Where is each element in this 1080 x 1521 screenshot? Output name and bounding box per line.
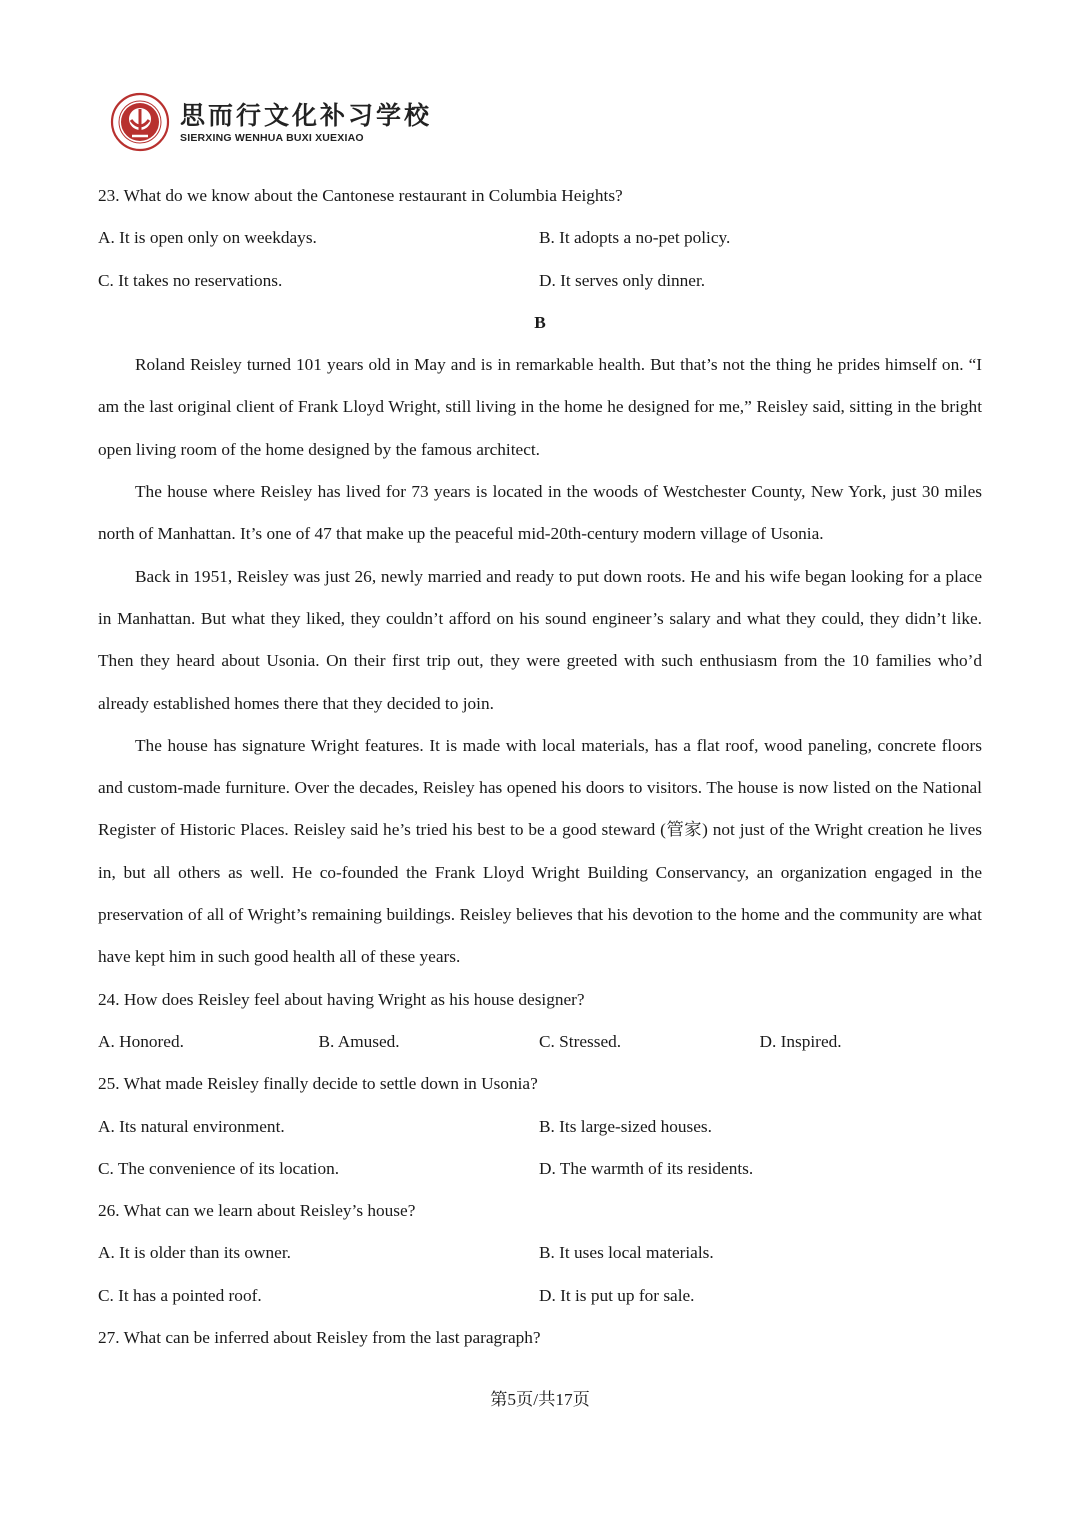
options-26-row-2 — [98, 1275, 982, 1317]
option-23-a: A. It is open only on weekdays. — [98, 228, 317, 248]
option-23-b: B. It adopts a no-pet policy. — [539, 228, 731, 248]
passage-paragraph-3: Back in 1951, Reisley was just 26, newly married and ready to put down roots. He and his wife began looking for a place in Manhattan. But what they liked, they couldn’t afford on his sound engineer’s salary and what they could, they didn’t like. Then they heard about Usonia. On their first trip out, they were greeted with such enthusiasm from the 10 families who’d already established homes there that they decided to join. — [98, 566, 982, 713]
option-25-a: A. Its natural environment. — [98, 1116, 285, 1136]
section-title-b: B — [534, 312, 546, 332]
options-23-row-2 — [98, 260, 982, 302]
question-26: 26. What can we learn about Reisley’s house? — [98, 1201, 416, 1221]
option-23-d: D. It serves only dinner. — [539, 270, 706, 290]
question-27: 27. What can be inferred about Reisley from the last paragraph? — [98, 1328, 541, 1348]
passage-paragraph-4: The house has signature Wright features. It is made with local materials, has a flat roof, wood paneling, concrete floors and custom-made furniture. Over the decades, Reisley has opened his doors to visitors. The house is now listed on the National Register of Historic Places. Reisley said he’s tried his best to be a good steward (管家) not just of the Wright creation he lives in, but all others as well. He co-founded the Frank Lloyd Wright Building Conservancy, an organization engaged in the preservation of all of Wright’s remaining buildings. Reisley believes that his devotion to the home and the community are what have kept him in such good health all of these years. — [98, 735, 982, 967]
question-24: 24. How does Reisley feel about having Wright as his house designer? — [98, 989, 585, 1009]
school-name-en: SIERXING WENHUA BUXI XUEXIAO — [180, 131, 364, 144]
page-number: 第5页/共17页 — [490, 1390, 590, 1409]
passage-paragraph-2: The house where Reisley has lived for 73 years is located in the woods of Westchester County, New York, just 30 miles north of Manhattan. It’s one of 47 that make up the peaceful mid-20th-century modern village of Usonia. — [98, 482, 982, 544]
option-26-c: C. It has a pointed roof. — [98, 1285, 262, 1305]
option-25-c: C. The convenience of its location. — [98, 1158, 340, 1178]
school-name-cn: 思而行文化补习学校 — [180, 100, 433, 130]
option-26-a: A. It is older than its owner. — [98, 1243, 291, 1263]
option-23-c: C. It takes no reservations. — [98, 270, 283, 290]
question-25: 25. What made Reisley finally decide to settle down in Usonia? — [98, 1074, 538, 1094]
school-brand — [180, 101, 432, 144]
option-25-b: B. Its large-sized houses. — [539, 1116, 712, 1136]
option-26-d: D. It is put up for sale. — [539, 1285, 695, 1305]
option-24-b: B. Amused. — [318, 1031, 400, 1051]
question-23: 23. What do we know about the Cantonese restaurant in Columbia Heights? — [98, 186, 623, 205]
options-23-row-1 — [98, 217, 982, 259]
options-26-row-1 — [98, 1232, 982, 1274]
options-25-row-2 — [98, 1148, 982, 1190]
school-header — [110, 92, 432, 152]
passage-paragraph-1: Roland Reisley turned 101 years old in May and is in remarkable health. But that’s not the thing he prides himself on. “I am the last original client of Frank Lloyd Wright, still living in the home he designed for me,” Reisley said, sitting in the bright open living room of the home designed by the famous architect. — [98, 355, 982, 459]
options-25-row-1 — [98, 1106, 982, 1148]
option-24-c: C. Stressed. — [539, 1031, 622, 1051]
option-24-d: D. Inspired. — [759, 1031, 842, 1051]
school-logo-icon — [110, 92, 170, 152]
option-26-b: B. It uses local materials. — [539, 1243, 714, 1263]
options-24-row — [98, 1021, 982, 1063]
option-24-a: A. Honored. — [98, 1031, 184, 1051]
option-25-d: D. The warmth of its residents. — [539, 1158, 754, 1178]
page-content — [98, 175, 982, 1359]
